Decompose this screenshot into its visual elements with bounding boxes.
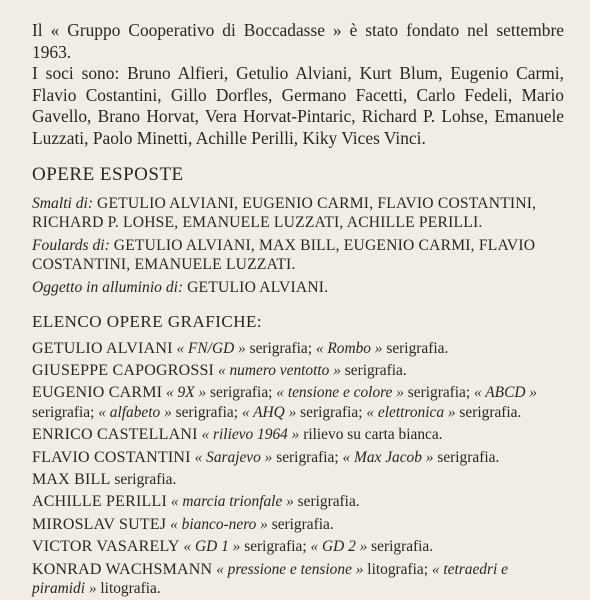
work-technique: litografia.	[96, 580, 161, 598]
elenco-opere-heading: ELENCO OPERE GRAFICHE:	[32, 311, 263, 331]
work-artist: GIUSEPPE CAPOGROSSI	[32, 361, 215, 379]
work-title: « bianco-nero »	[170, 515, 268, 533]
work-technique: serigrafia.	[382, 339, 449, 357]
work-technique: serigrafia;	[240, 538, 311, 556]
work-title: « Max Jacob »	[342, 448, 434, 466]
work-title: « tetraedri e piramidi »	[32, 560, 508, 598]
work-technique: serigrafia;	[272, 448, 343, 466]
work-technique: serigrafia.	[267, 515, 334, 533]
exhibited-item	[32, 194, 564, 232]
work-entry	[32, 383, 564, 422]
exhibited-item	[32, 236, 564, 274]
work-artist: ACHILLE PERILLI	[32, 493, 167, 511]
work-technique: serigrafia;	[296, 403, 367, 421]
work-artist: ENRICO CASTELLANI	[32, 426, 198, 444]
work-entry	[32, 448, 564, 467]
work-title: « Rombo »	[315, 339, 383, 357]
work-technique: litografia;	[363, 560, 432, 578]
work-title: « rilievo 1964 »	[201, 426, 300, 444]
work-title: « GD 1 »	[183, 538, 241, 556]
work-title: « elettronica »	[366, 403, 456, 421]
work-technique: serigrafia.	[367, 538, 434, 556]
work-technique: serigrafia;	[171, 403, 242, 421]
opere-esposte-list	[32, 194, 564, 297]
work-title: « GD 2 »	[310, 538, 368, 556]
work-artist: VICTOR VASARELY	[32, 538, 180, 556]
exhibited-item-names: GETULIO ALVIANI.	[187, 278, 329, 296]
work-artist: MIROSLAV SUTEJ	[32, 515, 167, 533]
work-technique: serigrafia;	[245, 339, 316, 357]
exhibited-item-names: GETULIO ALVIANI, MAX BILL, EUGENIO CARMI, FLAVIO COSTANTINI, EMANUELE LUZZATI.	[32, 236, 536, 273]
work-technique: serigrafia;	[403, 384, 475, 402]
work-technique: serigrafia;	[32, 403, 99, 421]
opere-esposte-heading: OPERE ESPOSTE	[32, 163, 184, 185]
work-entry	[32, 560, 564, 599]
work-entry	[32, 470, 564, 489]
intro-members-paragraph: I soci sono: Bruno Alfieri, Getulio Alviani, Kurt Blum, Eugenio Carmi, Flavio Costantini, Gillo Dorfles, Germano Facetti, Carlo Fedeli, Mario Gavello, Brano Horvat, Vera Horvat-Pintaric, Richard P. Lohse, Emanuele Luzzati, Paolo Minetti, Achille Perilli, Kiky Vices Vinci.	[32, 63, 564, 148]
work-title: « AHQ »	[241, 403, 297, 421]
exhibited-item	[32, 278, 564, 297]
work-entry	[32, 425, 564, 444]
work-technique: serigrafia.	[340, 361, 407, 379]
work-entry	[32, 492, 564, 511]
work-artist: KONRAD WACHSMANN	[32, 560, 213, 578]
work-artist: FLAVIO COSTANTINI	[32, 448, 191, 466]
work-title: « 9X »	[166, 384, 207, 402]
work-title: « tensione e colore »	[276, 384, 404, 402]
work-title: « numero ventotto »	[217, 361, 341, 379]
intro-section	[32, 20, 564, 150]
work-technique: serigrafia.	[455, 403, 522, 421]
work-technique: serigrafia.	[293, 493, 360, 511]
work-title: « FN/GD »	[176, 339, 246, 357]
work-entry	[32, 339, 564, 358]
exhibited-item-label: Foulards di:	[32, 236, 110, 254]
work-artist: EUGENIO CARMI	[32, 384, 163, 402]
exhibited-item-label: Smalti di:	[32, 194, 94, 212]
work-entry	[32, 515, 564, 534]
work-technique: serigrafia;	[206, 384, 277, 402]
work-artist: MAX BILL	[32, 471, 111, 488]
work-title: « pressione e tensione »	[216, 560, 364, 578]
work-title: « alfabeto »	[98, 403, 172, 421]
work-entry	[32, 361, 564, 380]
work-title: « ABCD »	[474, 384, 538, 402]
work-entry	[32, 537, 564, 556]
works-list	[32, 339, 564, 599]
work-title: « marcia trionfale »	[170, 493, 294, 511]
work-technique: serigrafia.	[114, 471, 177, 488]
intro-founding-paragraph: Il « Gruppo Cooperativo di Boccadasse » è stato fondato nel settembre 1963.	[32, 20, 564, 62]
exhibited-item-label: Oggetto in alluminio di:	[32, 278, 184, 296]
work-technique: rilievo su carta bianca.	[299, 426, 443, 444]
work-technique: serigrafia.	[433, 448, 500, 466]
work-artist: GETULIO ALVIANI	[32, 339, 173, 357]
exhibited-item-names: GETULIO ALVIANI, EUGENIO CARMI, FLAVIO COSTANTINI, RICHARD P. LOHSE, EMANUELE LUZZATI, ACHILLE PERILLI.	[32, 194, 537, 231]
work-title: « Sarajevo »	[194, 448, 273, 466]
